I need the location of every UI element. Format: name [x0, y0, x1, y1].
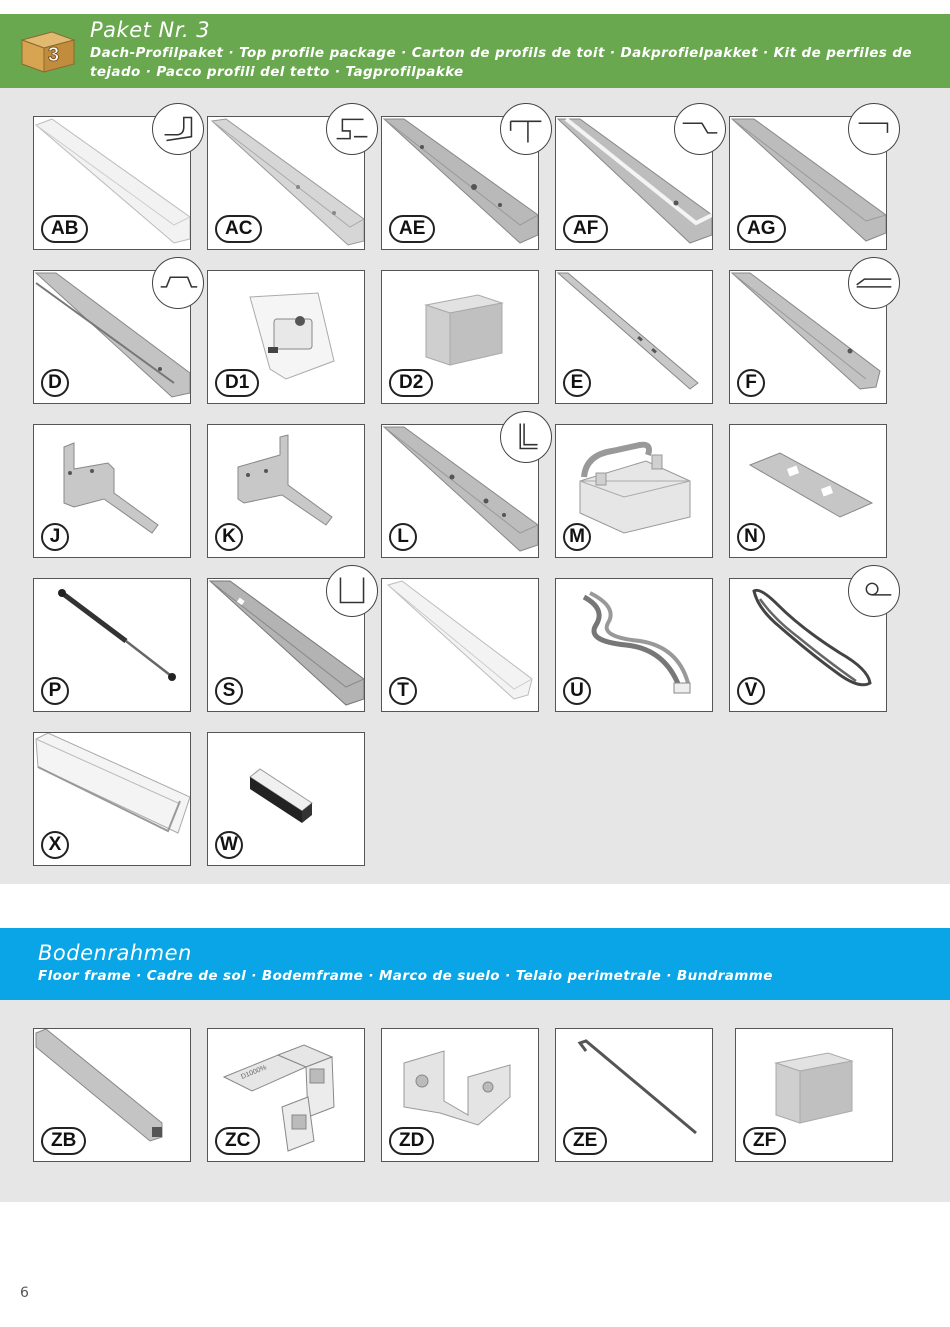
part-card-l: [381, 424, 539, 558]
floor-frame-subtitle: Floor frame · Cadre de sol · Bodemframe · Marco de suelo · Telaio perimetrale · Bundramme: [38, 968, 773, 984]
part-label: X: [41, 831, 69, 859]
part-card-s: [207, 578, 365, 712]
part-label: ZD: [389, 1127, 434, 1155]
part-card-f: [729, 270, 887, 404]
part-label: U: [563, 677, 591, 705]
part-label: D1: [215, 369, 259, 397]
t-section-icon: [500, 103, 552, 155]
page-number: 6: [20, 1285, 29, 1301]
part-label: ZB: [41, 1127, 86, 1155]
connector-print: D1000%: [240, 1064, 268, 1081]
part-card-u: [555, 578, 713, 712]
part-card-n: [729, 424, 887, 558]
u-section-icon: [326, 565, 378, 617]
part-label: M: [563, 523, 591, 551]
part-label: E: [563, 369, 591, 397]
part-card-ze: [555, 1028, 713, 1162]
package-subtitle-1: Dach-Profilpaket · Top profile package · Carton de profils de toit · Dakprofielpakket · Kit de perfiles de: [90, 45, 912, 61]
part-label: V: [737, 677, 765, 705]
part-label: AF: [563, 215, 608, 243]
carton-icon: [18, 28, 78, 74]
part-label: ZC: [215, 1127, 260, 1155]
part-label: S: [215, 677, 243, 705]
step-section-icon: [326, 103, 378, 155]
part-card-v: [729, 578, 887, 712]
part-card-zd: [381, 1028, 539, 1162]
part-label: D: [41, 369, 69, 397]
part-card-d2: [381, 270, 539, 404]
part-card-zf: [735, 1028, 893, 1162]
part-label: F: [737, 369, 765, 397]
part-label: ZE: [563, 1127, 607, 1155]
part-card-p: [33, 578, 191, 712]
part-label: L: [389, 523, 417, 551]
part-card-d1: [207, 270, 365, 404]
part-card-x: [33, 732, 191, 866]
part-label: W: [215, 831, 243, 859]
badge-number: 3: [48, 44, 60, 66]
z-section-icon: [674, 103, 726, 155]
part-label: ZF: [743, 1127, 786, 1155]
part-card-ac: [207, 116, 365, 250]
part-label: D2: [389, 369, 433, 397]
part-card-ab: [33, 116, 191, 250]
coil-section-icon: [848, 565, 900, 617]
flat-angle-section-icon: [848, 257, 900, 309]
part-label: AG: [737, 215, 786, 243]
hook-section-icon: [848, 103, 900, 155]
part-label: AB: [41, 215, 88, 243]
part-card-j: [33, 424, 191, 558]
package-subtitle-2: tejado · Pacco profili del tetto · Tagprofilpakke: [90, 64, 464, 80]
gutter-section-icon: [152, 103, 204, 155]
part-label: P: [41, 677, 69, 705]
l-section-icon: [500, 411, 552, 463]
part-card-af: [555, 116, 713, 250]
part-card-t: [381, 578, 539, 712]
part-label: N: [737, 523, 765, 551]
part-card-d: [33, 270, 191, 404]
hat-section-icon: [152, 257, 204, 309]
part-card-e: [555, 270, 713, 404]
part-label: K: [215, 523, 243, 551]
part-card-k: [207, 424, 365, 558]
part-label: AE: [389, 215, 435, 243]
part-label: T: [389, 677, 417, 705]
part-card-ag: [729, 116, 887, 250]
floor-frame-title: Bodenrahmen: [38, 941, 192, 965]
part-card-m: [555, 424, 713, 558]
part-card-zb: [33, 1028, 191, 1162]
part-card-ae: [381, 116, 539, 250]
part-label: J: [41, 523, 69, 551]
part-card-w: [207, 732, 365, 866]
package-title: Paket Nr. 3: [90, 18, 211, 42]
part-card-zc: [207, 1028, 365, 1162]
part-label: AC: [215, 215, 262, 243]
